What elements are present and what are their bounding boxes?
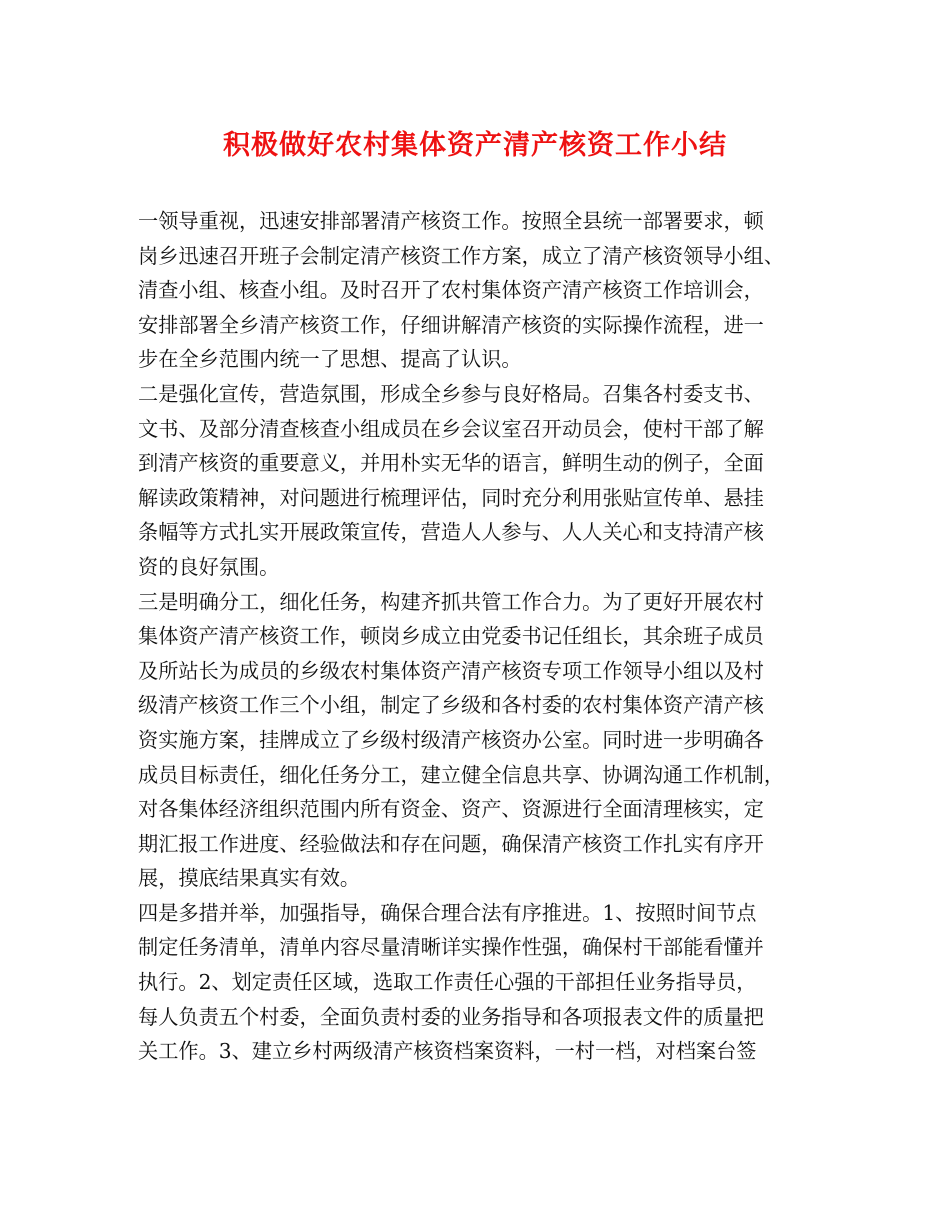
body-line: 条幅等方式扎实开展政策宣传，营造人人参与、人人关心和支持清产核 bbox=[138, 520, 764, 545]
body-line: 关工作。3、建立乡村两级清产核资档案资料，一村一档，对档案台签 bbox=[138, 1039, 757, 1064]
body-line: 文书、及部分清查核查小组成员在乡会议室召开动员会，使村干部了解 bbox=[138, 416, 764, 441]
body-line: 安排部署全乡清产核资工作，仔细讲解清产核资的实际操作流程，进一 bbox=[138, 312, 764, 337]
body-line: 解读政策精神，对问题进行梳理评估，同时充分利用张贴宣传单、悬挂 bbox=[138, 485, 764, 510]
body-line: 三是明确分工，细化任务，构建齐抓共管工作合力。为了更好开展农村 bbox=[138, 589, 764, 614]
document-body bbox=[138, 204, 822, 1069]
body-line: 期汇报工作进度、经验做法和存在问题，确保清产核资工作扎实有序开 bbox=[138, 831, 764, 856]
body-line: 集体资产清产核资工作，顿岗乡成立由党委书记任组长，其余班子成员 bbox=[138, 624, 764, 649]
body-line: 级清产核资工作三个小组，制定了乡级和各村委的农村集体资产清产核 bbox=[138, 693, 764, 718]
body-line: 执行。2、划定责任区域，选取工作责任心强的干部担任业务指导员， bbox=[138, 970, 757, 995]
body-line: 清查小组、核查小组。及时召开了农村集体资产清产核资工作培训会， bbox=[138, 278, 764, 303]
body-line: 资的良好氛围。 bbox=[138, 554, 280, 579]
body-line: 每人负责五个村委，全面负责村委的业务指导和各项报表文件的质量把 bbox=[138, 1004, 764, 1029]
body-line: 成员目标责任，细化任务分工，建立健全信息共享、协调沟通工作机制， bbox=[138, 762, 785, 787]
body-line: 资实施方案，挂牌成立了乡级村级清产核资办公室。同时进一步明确各 bbox=[138, 727, 764, 752]
body-line: 岗乡迅速召开班子会制定清产核资工作方案，成立了清产核资领导小组、 bbox=[138, 243, 785, 268]
body-line: 步在全乡范围内统一了思想、提高了认识。 bbox=[138, 347, 522, 372]
body-line: 到清产核资的重要意义，并用朴实无华的语言，鲜明生动的例子，全面 bbox=[138, 451, 764, 476]
body-line: 一领导重视，迅速安排部署清产核资工作。按照全县统一部署要求，顿 bbox=[138, 209, 764, 233]
body-line: 及所站长为成员的乡级农村集体资产清产核资专项工作领导小组以及村 bbox=[138, 658, 764, 683]
body-line: 制定任务清单，清单内容尽量清晰详实操作性强，确保村干部能看懂并 bbox=[138, 935, 764, 960]
body-line: 四是多措并举，加强指导，确保合理合法有序推进。1、按照时间节点 bbox=[138, 900, 757, 925]
body-line: 展，摸底结果真实有效。 bbox=[138, 866, 361, 891]
body-line: 对各集体经济组织范围内所有资金、资产、资源进行全面清理核实，定 bbox=[138, 797, 764, 822]
document-title: 积极做好农村集体资产清产核资工作小结 bbox=[223, 130, 727, 161]
body-line: 二是强化宣传，营造氛围，形成全乡参与良好格局。召集各村委支书、 bbox=[138, 381, 764, 406]
